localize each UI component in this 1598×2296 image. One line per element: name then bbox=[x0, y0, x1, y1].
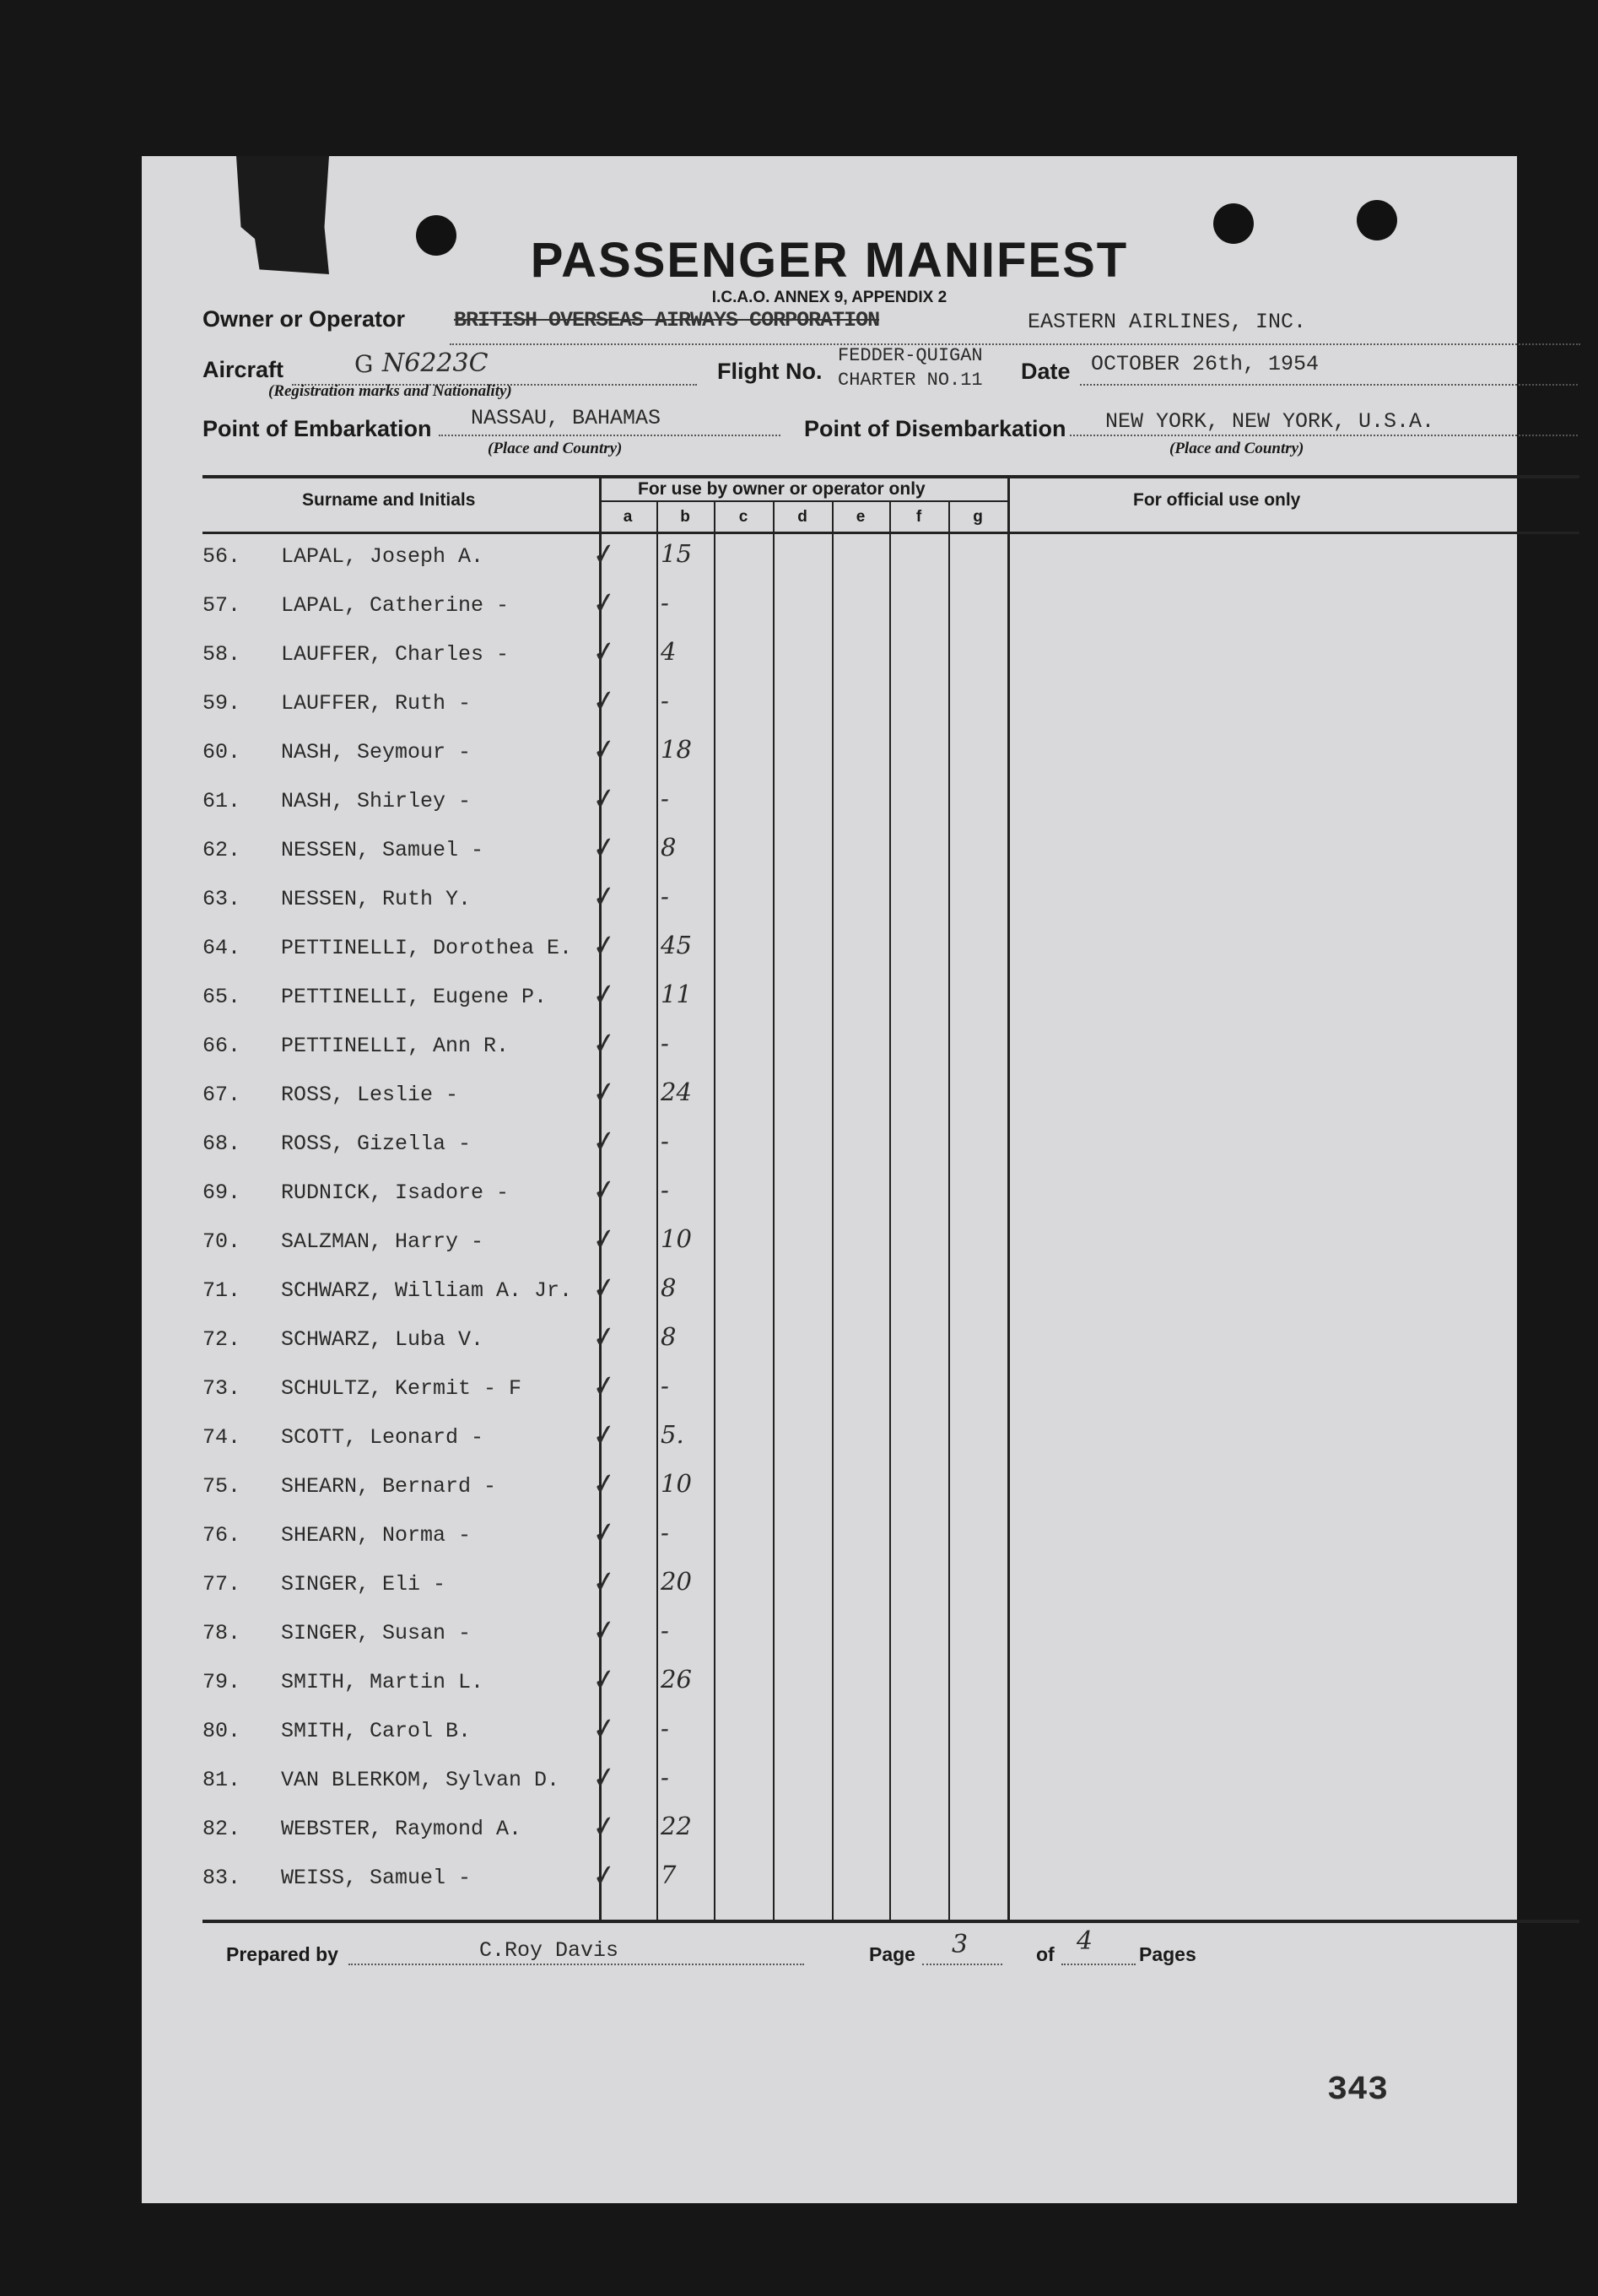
table-row bbox=[142, 1366, 1517, 1415]
passenger-name: VAN BLERKOM, Sylvan D. bbox=[281, 1768, 560, 1792]
row-number: 57. bbox=[202, 593, 241, 618]
table-row bbox=[142, 1856, 1517, 1904]
flight-value-2: CHARTER NO.11 bbox=[838, 370, 983, 391]
passenger-name: PETTINELLI, Ann R. bbox=[281, 1034, 510, 1058]
check-mark: ✓ bbox=[590, 1759, 619, 1796]
table-row bbox=[142, 632, 1517, 681]
page-number: 3 bbox=[952, 1930, 969, 1959]
column-b-value: 7 bbox=[661, 1861, 677, 1889]
check-mark: ✓ bbox=[590, 1857, 619, 1894]
table-row bbox=[142, 1317, 1517, 1366]
column-b-value: - bbox=[661, 1763, 669, 1791]
passenger-name: RUDNICK, Isadore - bbox=[281, 1180, 510, 1205]
check-mark: ✓ bbox=[590, 1270, 619, 1307]
row-number: 74. bbox=[202, 1425, 241, 1450]
column-b-value: 10 bbox=[661, 1224, 692, 1253]
col-owner-header: For use by owner or operator only bbox=[638, 479, 926, 499]
passenger-name: SHEARN, Norma - bbox=[281, 1523, 472, 1548]
passenger-name: SCHWARZ, Luba V. bbox=[281, 1327, 484, 1352]
row-number: 68. bbox=[202, 1132, 241, 1156]
check-mark: ✓ bbox=[590, 1710, 619, 1748]
row-number: 66. bbox=[202, 1034, 241, 1058]
subcol-g: g bbox=[973, 508, 983, 526]
table-row bbox=[142, 1758, 1517, 1807]
column-b-value: 15 bbox=[661, 539, 692, 568]
subcol-b: b bbox=[680, 508, 690, 526]
check-mark: ✓ bbox=[590, 1221, 619, 1258]
disembarkation-hint: (Place and Country) bbox=[1169, 440, 1304, 457]
column-b-value: - bbox=[661, 588, 669, 617]
column-b-value: - bbox=[661, 686, 669, 715]
table-row bbox=[142, 1464, 1517, 1513]
table-row bbox=[142, 877, 1517, 926]
check-mark: ✓ bbox=[590, 976, 619, 1013]
column-b-value: 18 bbox=[661, 735, 692, 764]
passenger-name: NESSEN, Samuel - bbox=[281, 838, 484, 862]
passenger-name: LAUFFER, Charles - bbox=[281, 642, 510, 667]
table-row bbox=[142, 1611, 1517, 1660]
row-number: 56. bbox=[202, 544, 241, 569]
check-mark: ✓ bbox=[590, 634, 619, 671]
table-row bbox=[142, 1513, 1517, 1562]
passenger-name: WEISS, Samuel - bbox=[281, 1866, 472, 1890]
check-mark: ✓ bbox=[590, 1515, 619, 1552]
owner-value: EASTERN AIRLINES, INC. bbox=[1028, 310, 1307, 334]
embarkation-hint: (Place and Country) bbox=[488, 440, 623, 457]
row-number: 80. bbox=[202, 1719, 241, 1743]
column-b-value: - bbox=[661, 1175, 669, 1204]
table-row bbox=[142, 583, 1517, 632]
table-bottom-rule bbox=[202, 1920, 1579, 1923]
page-stamp-number: 343 bbox=[1327, 2072, 1389, 2110]
subcol-a: a bbox=[623, 508, 633, 526]
check-mark: ✓ bbox=[590, 1808, 619, 1845]
table-row bbox=[142, 1709, 1517, 1758]
subcol-f: f bbox=[915, 508, 922, 526]
row-number: 75. bbox=[202, 1474, 241, 1499]
column-b-value: 26 bbox=[661, 1665, 692, 1694]
column-b-value: 24 bbox=[661, 1078, 692, 1106]
passenger-name: SCHULTZ, Kermit - F bbox=[281, 1376, 522, 1401]
table-row bbox=[142, 828, 1517, 877]
row-number: 63. bbox=[202, 887, 241, 911]
table-row bbox=[142, 975, 1517, 1024]
row-number: 65. bbox=[202, 985, 241, 1009]
date-value: OCTOBER 26th, 1954 bbox=[1091, 352, 1320, 376]
pages-label: Pages bbox=[1139, 1943, 1196, 1965]
table-row bbox=[142, 681, 1517, 730]
disembarkation-label: Point of Disembarkation bbox=[804, 416, 1066, 441]
subcol-d: d bbox=[797, 508, 807, 526]
check-mark: ✓ bbox=[590, 878, 619, 916]
passenger-name: NESSEN, Ruth Y. bbox=[281, 887, 472, 911]
column-b-value: 10 bbox=[661, 1469, 692, 1498]
check-mark: ✓ bbox=[590, 1123, 619, 1160]
column-b-value: 4 bbox=[661, 637, 677, 666]
column-b-value: - bbox=[661, 1126, 669, 1155]
row-number: 69. bbox=[202, 1180, 241, 1205]
check-mark: ✓ bbox=[590, 1319, 619, 1356]
column-b-value: 22 bbox=[661, 1812, 692, 1840]
passenger-name: LAUFFER, Ruth - bbox=[281, 691, 472, 716]
passenger-name: SMITH, Carol B. bbox=[281, 1719, 472, 1743]
owner-label: Owner or Operator bbox=[202, 306, 406, 332]
table-row bbox=[142, 1268, 1517, 1317]
passenger-name: ROSS, Gizella - bbox=[281, 1132, 472, 1156]
column-b-value: - bbox=[661, 784, 669, 813]
table-row bbox=[142, 926, 1517, 975]
prepared-by-label: Prepared by bbox=[226, 1943, 338, 1965]
row-number: 81. bbox=[202, 1768, 241, 1792]
check-mark: ✓ bbox=[590, 536, 619, 573]
check-mark: ✓ bbox=[590, 781, 619, 818]
flight-label: Flight No. bbox=[717, 359, 823, 384]
of-label: of bbox=[1036, 1943, 1055, 1965]
prepared-by-value: C.Roy Davis bbox=[479, 1938, 619, 1963]
column-b-value: - bbox=[661, 882, 669, 910]
check-mark: ✓ bbox=[590, 1466, 619, 1503]
table-row bbox=[142, 1170, 1517, 1219]
row-number: 61. bbox=[202, 789, 241, 813]
column-b-value: - bbox=[661, 1029, 669, 1057]
embarkation-value: NASSAU, BAHAMAS bbox=[471, 406, 661, 430]
table-row bbox=[142, 1121, 1517, 1170]
table-row bbox=[142, 779, 1517, 828]
row-number: 77. bbox=[202, 1572, 241, 1596]
row-number: 83. bbox=[202, 1866, 241, 1890]
passenger-name: SHEARN, Bernard - bbox=[281, 1474, 497, 1499]
passenger-name: ROSS, Leslie - bbox=[281, 1083, 459, 1107]
table-row bbox=[142, 1219, 1517, 1268]
row-number: 60. bbox=[202, 740, 241, 764]
table-row bbox=[142, 1072, 1517, 1121]
row-number: 71. bbox=[202, 1278, 241, 1303]
check-mark: ✓ bbox=[590, 1661, 619, 1699]
check-mark: ✓ bbox=[590, 1368, 619, 1405]
passenger-name: SMITH, Martin L. bbox=[281, 1670, 484, 1694]
column-b-value: 8 bbox=[661, 1273, 677, 1302]
subcol-e: e bbox=[856, 508, 866, 526]
aircraft-label: Aircraft bbox=[202, 357, 284, 382]
flight-value-1: FEDDER-QUIGAN bbox=[838, 345, 983, 366]
column-b-value: - bbox=[661, 1518, 669, 1547]
column-b-value: 20 bbox=[661, 1567, 692, 1596]
passenger-name: SINGER, Susan - bbox=[281, 1621, 472, 1645]
passenger-name: WEBSTER, Raymond A. bbox=[281, 1817, 522, 1841]
check-mark: ✓ bbox=[590, 683, 619, 720]
page-subtitle: I.C.A.O. ANNEX 9, APPENDIX 2 bbox=[711, 289, 947, 306]
disembarkation-value: NEW YORK, NEW YORK, U.S.A. bbox=[1105, 409, 1435, 434]
table-row bbox=[142, 1807, 1517, 1856]
manifest-page bbox=[142, 156, 1517, 2203]
passenger-name: LAPAL, Joseph A. bbox=[281, 544, 484, 569]
passenger-name: SCOTT, Leonard - bbox=[281, 1425, 484, 1450]
aircraft-hint: (Registration marks and Nationality) bbox=[268, 382, 512, 400]
table-row bbox=[142, 1024, 1517, 1072]
passenger-name: SINGER, Eli - bbox=[281, 1572, 446, 1596]
column-b-value: 5. bbox=[661, 1420, 684, 1449]
row-number: 72. bbox=[202, 1327, 241, 1352]
row-number: 59. bbox=[202, 691, 241, 716]
table-row bbox=[142, 1562, 1517, 1611]
check-mark: ✓ bbox=[590, 1172, 619, 1209]
passenger-name: PETTINELLI, Eugene P. bbox=[281, 985, 548, 1009]
passenger-name: NASH, Shirley - bbox=[281, 789, 472, 813]
row-number: 73. bbox=[202, 1376, 241, 1401]
row-number: 78. bbox=[202, 1621, 241, 1645]
passenger-name: SCHWARZ, William A. Jr. bbox=[281, 1278, 573, 1303]
column-b-value: 8 bbox=[661, 1322, 677, 1351]
row-number: 62. bbox=[202, 838, 241, 862]
check-mark: ✓ bbox=[590, 732, 619, 769]
check-mark: ✓ bbox=[590, 829, 619, 867]
table-row bbox=[142, 1415, 1517, 1464]
table-row bbox=[142, 534, 1517, 583]
aircraft-prefix: G bbox=[354, 350, 374, 378]
column-b-value: - bbox=[661, 1371, 669, 1400]
passenger-name: NASH, Seymour - bbox=[281, 740, 472, 764]
column-b-value: - bbox=[661, 1616, 669, 1645]
check-mark: ✓ bbox=[590, 1564, 619, 1601]
page-title: PASSENGER MANIFEST bbox=[530, 233, 1129, 288]
row-number: 82. bbox=[202, 1817, 241, 1841]
row-number: 70. bbox=[202, 1229, 241, 1254]
owner-struck-value: BRITISH OVERSEAS AIRWAYS CORPORATION bbox=[454, 308, 880, 332]
col-surname-header: Surname and Initials bbox=[302, 490, 476, 510]
check-mark: ✓ bbox=[590, 1613, 619, 1650]
total-pages: 4 bbox=[1077, 1926, 1093, 1956]
check-mark: ✓ bbox=[590, 1025, 619, 1062]
table-top-rule bbox=[202, 475, 1579, 478]
check-mark: ✓ bbox=[590, 927, 619, 964]
passenger-name: SALZMAN, Harry - bbox=[281, 1229, 484, 1254]
col-official-header: For official use only bbox=[1133, 490, 1301, 510]
column-b-value: - bbox=[661, 1714, 669, 1742]
passenger-name: LAPAL, Catherine - bbox=[281, 593, 510, 618]
table-row bbox=[142, 1660, 1517, 1709]
row-number: 67. bbox=[202, 1083, 241, 1107]
row-number: 76. bbox=[202, 1523, 241, 1548]
embarkation-label: Point of Embarkation bbox=[202, 416, 432, 441]
passenger-name: PETTINELLI, Dorothea E. bbox=[281, 936, 573, 960]
row-number: 79. bbox=[202, 1670, 241, 1694]
row-number: 58. bbox=[202, 642, 241, 667]
column-b-value: 11 bbox=[661, 980, 692, 1008]
date-label: Date bbox=[1021, 359, 1071, 384]
check-mark: ✓ bbox=[590, 1417, 619, 1454]
page-label: Page bbox=[869, 1943, 915, 1965]
column-b-value: 45 bbox=[661, 931, 692, 959]
subcol-c: c bbox=[738, 508, 748, 526]
table-row bbox=[142, 730, 1517, 779]
row-number: 64. bbox=[202, 936, 241, 960]
check-mark: ✓ bbox=[590, 585, 619, 622]
column-b-value: 8 bbox=[661, 833, 677, 862]
check-mark: ✓ bbox=[590, 1074, 619, 1111]
aircraft-value: N6223C bbox=[382, 348, 489, 378]
